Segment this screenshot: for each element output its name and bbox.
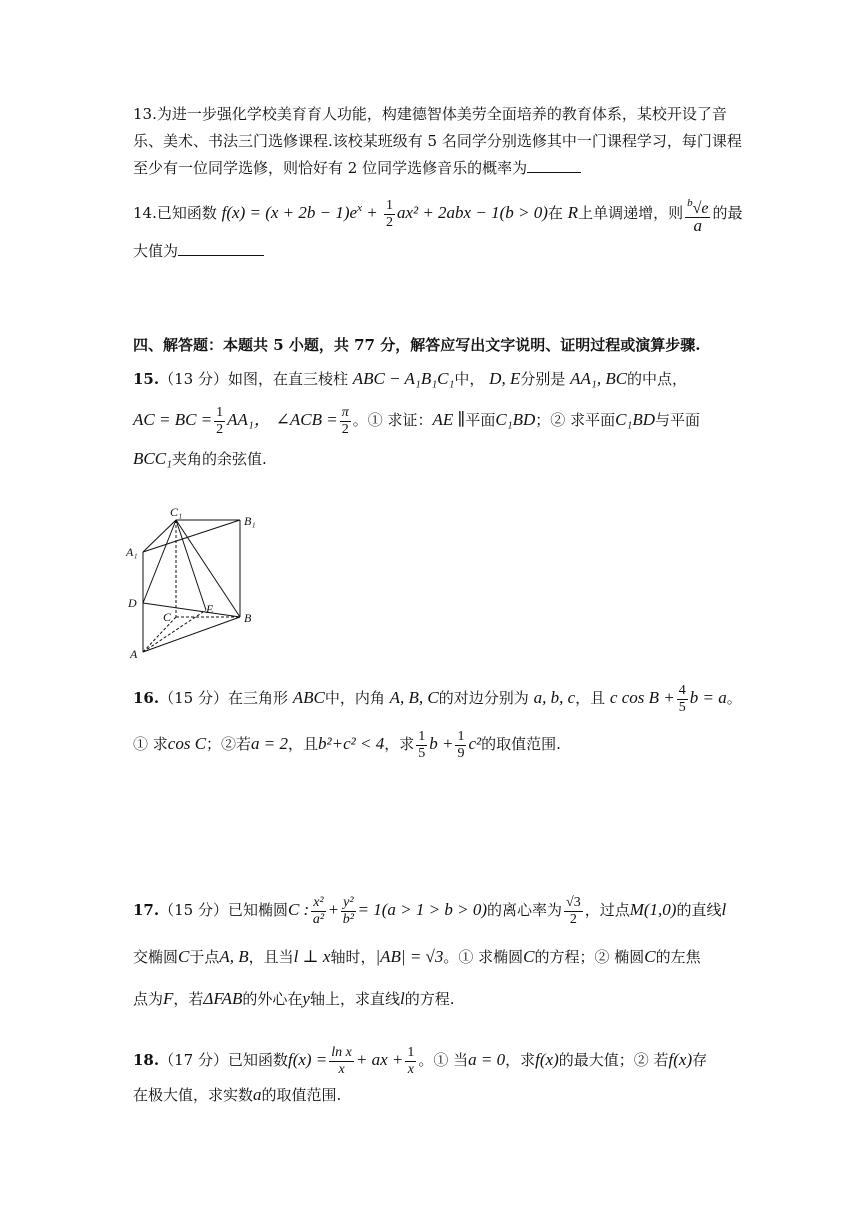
edge-c1d	[143, 520, 176, 603]
edge-db	[143, 603, 240, 617]
q13-line3-text: 至少有一位同学选修，则恰好有 2 位同学选修音乐的概率为	[133, 159, 528, 177]
edge-a1b1	[143, 520, 240, 552]
edge-ab	[143, 617, 240, 652]
label-c1: C₁	[170, 505, 183, 519]
edge-c1e	[176, 520, 206, 610]
q14-half: $\frac{1}{2}$	[385, 197, 393, 230]
q13-line2: 乐、美术、书法三门选修课程.该校某班级有 5 名同学分别选修其中一门课程学习，每门课程	[133, 132, 742, 150]
q14-formula-c: ax² + 2abx − 1(b > 0)	[396, 203, 548, 222]
answer-blank	[527, 172, 581, 173]
question-13	[133, 103, 743, 179]
q14-root-frac: $\frac{^b√e}{a}$	[687, 196, 709, 235]
answer-blank-2	[178, 255, 264, 256]
q14-line2	[133, 240, 743, 262]
q13-line1: 13.为进一步强化学校美育育人功能，构建德智体美劳全面培养的教育体系，某校开设了音	[133, 105, 727, 123]
label-d: D	[128, 596, 137, 610]
q14-suffix: 的最	[712, 204, 743, 222]
q18-line2: 在极大值，求实数a的取值范围.	[133, 1085, 342, 1104]
q14-line2-text: 大值为	[133, 241, 179, 260]
q15-line1: 15.（13 分）如图，在直三棱柱 ABC − A₁B₁C₁中， D, E分别是 AA₁, BC的中点，	[133, 369, 688, 388]
q17-line3: 点为F，若ΔFAB的外心在y轴上，求直线l的方程.	[133, 989, 455, 1008]
q16-line2: ① 求cos C；②若a = 2，且b²+c² < 4，求 $\frac{1}{5}$ b + $\frac{1}{9}$ c²的取值范围.	[133, 728, 561, 761]
q17-line1: 17.（15 分）已知椭圆C : $\frac{\text{x²}}{\text{a²}}$ + $\frac{\text{y²}}{\text{b²}}$ = 1(a > 1 > b > 0)的离心率为 $\frac{√3}{2}$ ，过点M(1,0)的直线l	[133, 894, 727, 927]
q15-line3: BCC₁夹角的余弦值.	[133, 449, 267, 468]
q15-line2: AC = BC = $\frac{1}{2}$ AA₁， ∠ACB = $\frac{\pi}{2}$ 。① 求证：AE ∥平面C₁BD；② 求平面C₁BD与平面	[133, 404, 701, 437]
q18-line1: 18.（17 分）已知函数f(x) = $\frac{\text{ln x}}{x}$ + ax + $\frac{1}{x}$ 。① 当a = 0，求f(x)的最大值；② 若f(x)存	[133, 1044, 708, 1077]
q14-line1	[133, 188, 743, 234]
q13-line3	[133, 157, 743, 179]
q14-mid2: 上单调递增，则	[578, 204, 684, 222]
label-a1: A₁	[126, 545, 138, 559]
label-b: B	[244, 611, 252, 625]
label-a: A	[130, 647, 138, 661]
edge-ae	[143, 610, 206, 652]
q14-mid: 在	[547, 204, 563, 222]
question-16	[133, 680, 743, 762]
question-18	[133, 1040, 743, 1106]
edge-ca	[143, 617, 176, 652]
edge-c1a1	[143, 520, 176, 552]
label-e: E	[206, 602, 214, 616]
label-b1: B₁	[244, 514, 256, 528]
question-17	[133, 890, 743, 1010]
q17-line2: 交椭圆C于点A, B，且当l ⊥ x轴时，|AB| = √3。① 求椭圆C的方程；② 椭圆C的左焦	[133, 947, 701, 966]
question-14	[133, 188, 743, 262]
section-heading: 四、解答题：本题共 5 小题，共 77 分，解答应写出文字说明、证明过程或演算步骤.	[133, 336, 701, 354]
q14-formula-a: f(x) = (x + 2b − 1)e	[221, 203, 358, 222]
label-c: C	[163, 610, 172, 624]
q14-formula-b: +	[361, 203, 382, 222]
q14-R: R	[567, 203, 579, 222]
q16-line1: 16.（15 分）在三角形 ABC中，内角 A, B, C的对边分别为 a, b, c，且 c cos B + $\frac{4}{5}$ b = a。	[133, 682, 742, 715]
q14-sup: x	[357, 202, 362, 214]
question-15	[133, 368, 743, 470]
prism-figure	[120, 500, 270, 665]
q14-prefix: 14.已知函数	[133, 204, 217, 222]
